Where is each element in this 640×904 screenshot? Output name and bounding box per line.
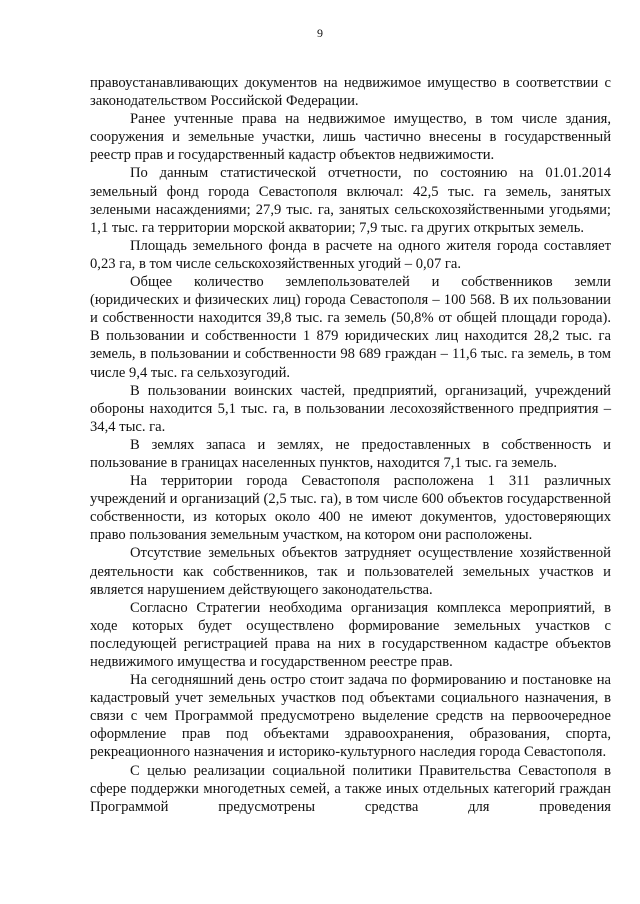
paragraph-10: Согласно Стратегии необходима организация комплекса мероприятий, в ходе которых будет осуществлено формирование земельных участков с последующей регистрацией права на них в государственном кадастре объектов недвижимого имущества и государственном реестре прав. xyxy=(90,599,611,670)
paragraph-4: Площадь земельного фонда в расчете на одного жителя города составляет 0,23 га, в том числе сельскохозяйственных угодий – 0,07 га. xyxy=(90,237,611,272)
paragraph-11: На сегодняшний день остро стоит задача по формированию и постановке на кадастровый учет земельных участков под объектами социального назначения, в связи с чем Программой предусмотрено выделение средств на первоочередное оформление прав под объектами здравоохранения, образования, спорта, рекреационного назначения и историко-культурного наследия города Севастополя. xyxy=(90,672,611,761)
paragraph-12: С целью реализации социальной политики Правительства Севастополя в сфере поддержки многодетных семей, а также иных отдельных категорий граждан Программой предусмотрены средства для проведения xyxy=(90,762,611,815)
paragraph-3: По данным статистической отчетности, по состоянию на 01.01.2014 земельный фонд города Севастополя включал: 42,5 тыс. га земель, занятых зелеными насаждениями; 27,9 тыс. га, занятых сельскохозяйственными угодьями; 1,1 тыс. га территории морской акватории; 7,9 тыс. га других открытых земель. xyxy=(90,165,611,236)
paragraph-7: В землях запаса и землях, не предоставленных в собственность и пользование в границах населенных пунктов, находится 7,1 тыс. га земель. xyxy=(90,436,611,471)
page-number: 9 xyxy=(317,26,323,40)
paragraph-5: Общее количество землепользователей и собственников земли (юридических и физических лиц) города Севастополя – 100 568. В их пользовании и собственности находится 39,8 тыс. га земель (50,8% от общей площади города). В пользовании и собственности 1 879 юридических лиц находится 28,2 тыс. га земель, в пользовании и собственности 98 689 граждан – 11,6 тыс. га земель, в том числе 9,4 тыс. га сельхозугодий. xyxy=(90,274,611,381)
paragraph-8: На территории города Севастополя расположена 1 311 различных учреждений и организаций (2,5 тыс. га), в том числе 600 объектов государственной собственности, из которых около 400 не имеют документов, удостоверяющих право пользования земельным участком, на котором они расположены. xyxy=(90,473,611,544)
paragraph-2: Ранее учтенные права на недвижимое имущество, в том числе здания, сооружения и земельные участки, лишь частично внесены в государственный реестр прав и государственный кадастр объектов недвижимости. xyxy=(90,111,611,164)
body-text xyxy=(90,74,611,816)
paragraph-9: Отсутствие земельных объектов затрудняет осуществление хозяйственной деятельности как собственников, так и пользователей земельных участков и является нарушением действующего законодательства. xyxy=(90,545,611,598)
paragraph-1: правоустанавливающих документов на недвижимое имущество в соответствии с законодательством Российской Федерации. xyxy=(90,75,611,110)
paragraph-6: В пользовании воинских частей, предприятий, организаций, учреждений обороны находится 5,1 тыс. га, в пользовании лесохозяйственного предприятия – 34,4 тыс. га. xyxy=(90,382,611,435)
